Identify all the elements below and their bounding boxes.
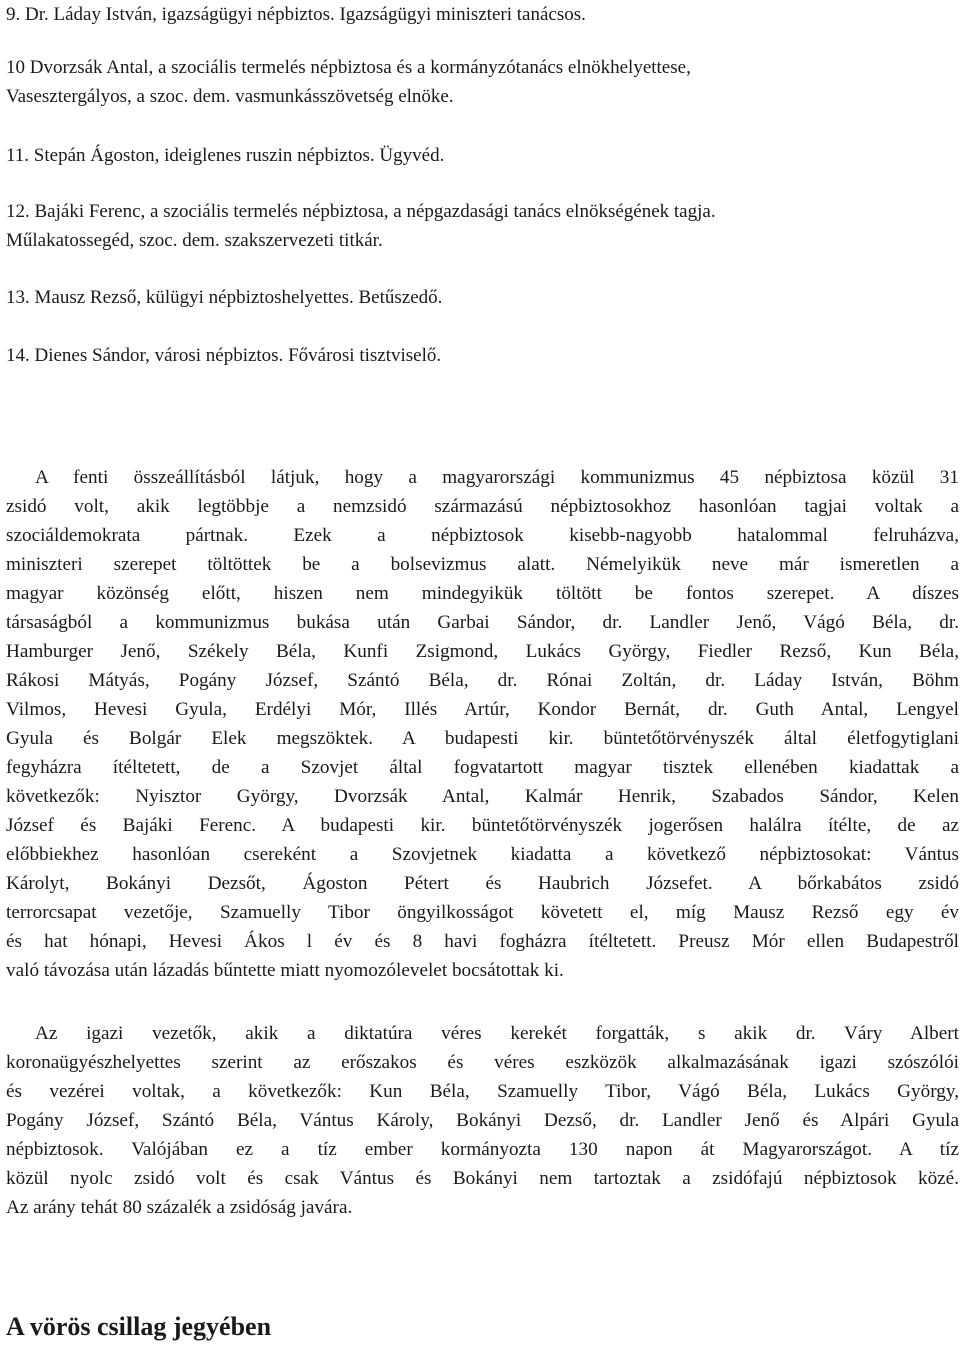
paragraph-line: koronaügyészhelyettes szerint az erőszakos és véres eszközök alkalmazásának igazi szószólói (6, 1052, 959, 1073)
paragraph-line: Az arány tehát 80 százalék a zsidóság javára. (6, 1197, 353, 1218)
list-item (6, 283, 442, 312)
list-item (6, 53, 691, 111)
paragraph-line (6, 463, 959, 492)
paragraph-line: zsidó volt, akik legtöbbje a nemzsidó származású népbiztosokhoz hasonlóan tagjai voltak a (6, 496, 959, 517)
paragraph-line: és hat hónapi, Hevesi Ákos l év és 8 havi fogházra ítéltetett. Preusz Mór ellen Budapestről (6, 931, 959, 952)
paragraph-line: következők: Nyisztor György, Dvorzsák Antal, Kalmár Henrik, Szabados Sándor, Kelen (6, 786, 959, 807)
paragraph-line: Vilmos, Hevesi Gyula, Erdélyi Mór, Illés Artúr, Kondor Bernát, dr. Guth Antal, Lengyel (6, 699, 959, 720)
paragraph-line: Hamburger Jenő, Székely Béla, Kunfi Zsigmond, Lukács György, Fiedler Rezső, Kun Béla, (6, 641, 959, 662)
list-item (6, 197, 716, 255)
section-heading: A vörös csillag jegyében (6, 1312, 272, 1341)
paragraph-line: miniszteri szerepet töltöttek be a bolsevizmus alatt. Némelyikük neve már ismeretlen a (6, 554, 959, 575)
paragraph-line: Rákosi Mátyás, Pogány József, Szántó Béla, dr. Rónai Zoltán, dr. Láday István, Böhm (6, 670, 959, 691)
paragraph-line: és vezérei voltak, a következők: Kun Béla, Szamuelly Tibor, Vágó Béla, Lukács György, (6, 1081, 959, 1102)
paragraph-line: való távozása után lázadás bűntette miatt nyomozólevelet bocsátottak ki. (6, 960, 564, 981)
paragraph-line: Károlyt, Bokányi Dezsőt, Ágoston Pétert és Haubrich Józsefet. A bőrkabátos zsidó (6, 873, 959, 894)
paragraph-line: József és Bajáki Ferenc. A budapesti kir. büntetőtörvényszék jogerősen halálra ítélte, de az (6, 815, 959, 836)
paragraph-summary (6, 463, 959, 985)
paragraph-line: Gyula és Bolgár Elek megszöktek. A budapesti kir. büntetőtörvényszék által életfogytiglani (6, 728, 959, 749)
paragraph-line: fegyházra ítéltetett, de a Szovjet által fogvatartott magyar tisztek ellenében kiadattak a (6, 757, 959, 778)
paragraph-line: közül nyolc zsidó volt és csak Vántus és Bokányi nem tartoztak a zsidófajú népbiztosok közé. (6, 1168, 959, 1189)
paragraph-line: előbbiekhez hasonlóan csereként a Szovjetnek kiadatta a következő népbiztosokat: Vántus (6, 844, 959, 865)
paragraph-line-text: Az igazi vezetők, akik a diktatúra véres kerekét forgatták, s akik dr. Váry Albert (35, 1023, 959, 1044)
list-item (6, 141, 444, 170)
paragraph-line (6, 1019, 959, 1048)
paragraph-line: társaságból a kommunizmus bukása után Garbai Sándor, dr. Landler Jenő, Vágó Béla, dr. (6, 612, 959, 633)
list-item-line: 11. Stepán Ágoston, ideiglenes ruszin népbiztos. Ügyvéd. (6, 145, 445, 166)
list-item-line: 14. Dienes Sándor, városi népbiztos. Fővárosi tisztviselő. (6, 345, 442, 366)
paragraph-line: népbiztosok. Valójában ez a tíz ember kormányozta 130 napon át Magyarországot. A tíz (6, 1139, 959, 1160)
paragraph-line-text: A fenti összeállításból látjuk, hogy a magyarországi kommunizmus 45 népbiztosa közül 31 (35, 467, 959, 488)
paragraph-line: magyar közönség előtt, hiszen nem mindegyikük töltött be fontos szerepet. A díszes (6, 583, 959, 604)
list-item-line: Műlakatossegéd, szoc. dem. szakszervezeti titkár. (6, 230, 383, 251)
list-item-line: 12. Bajáki Ferenc, a szociális termelés népbiztosa, a népgazdasági tanács elnökségének tagja. (6, 201, 716, 222)
list-item-line: 10 Dvorzsák Antal, a szociális termelés népbiztosa és a kormányzótanács elnökhelyettese, (6, 57, 691, 78)
paragraph-line: terrorcsapat vezetője, Szamuelly Tibor öngyilkosságot követett el, míg Mausz Rezső egy év (6, 902, 959, 923)
list-item (6, 341, 441, 370)
paragraph-leaders (6, 1019, 959, 1222)
paragraph-line: szociáldemokrata pártnak. Ezek a népbiztosok kisebb-nagyobb hatalommal felruházva, (6, 525, 959, 546)
list-item (6, 0, 586, 29)
paragraph-line: Pogány József, Szántó Béla, Vántus Károly, Bokányi Dezső, dr. Landler Jenő és Alpári Gyula (6, 1110, 959, 1131)
list-item-line: Vasesztergályos, a szoc. dem. vasmunkásszövetség elnöke. (6, 86, 454, 107)
list-item-line: 9. Dr. Láday István, igazságügyi népbiztos. Igazságügyi miniszteri tanácsos. (6, 4, 586, 25)
list-item-line: 13. Mausz Rezső, külügyi népbiztoshelyettes. Betűszedő. (6, 287, 443, 308)
